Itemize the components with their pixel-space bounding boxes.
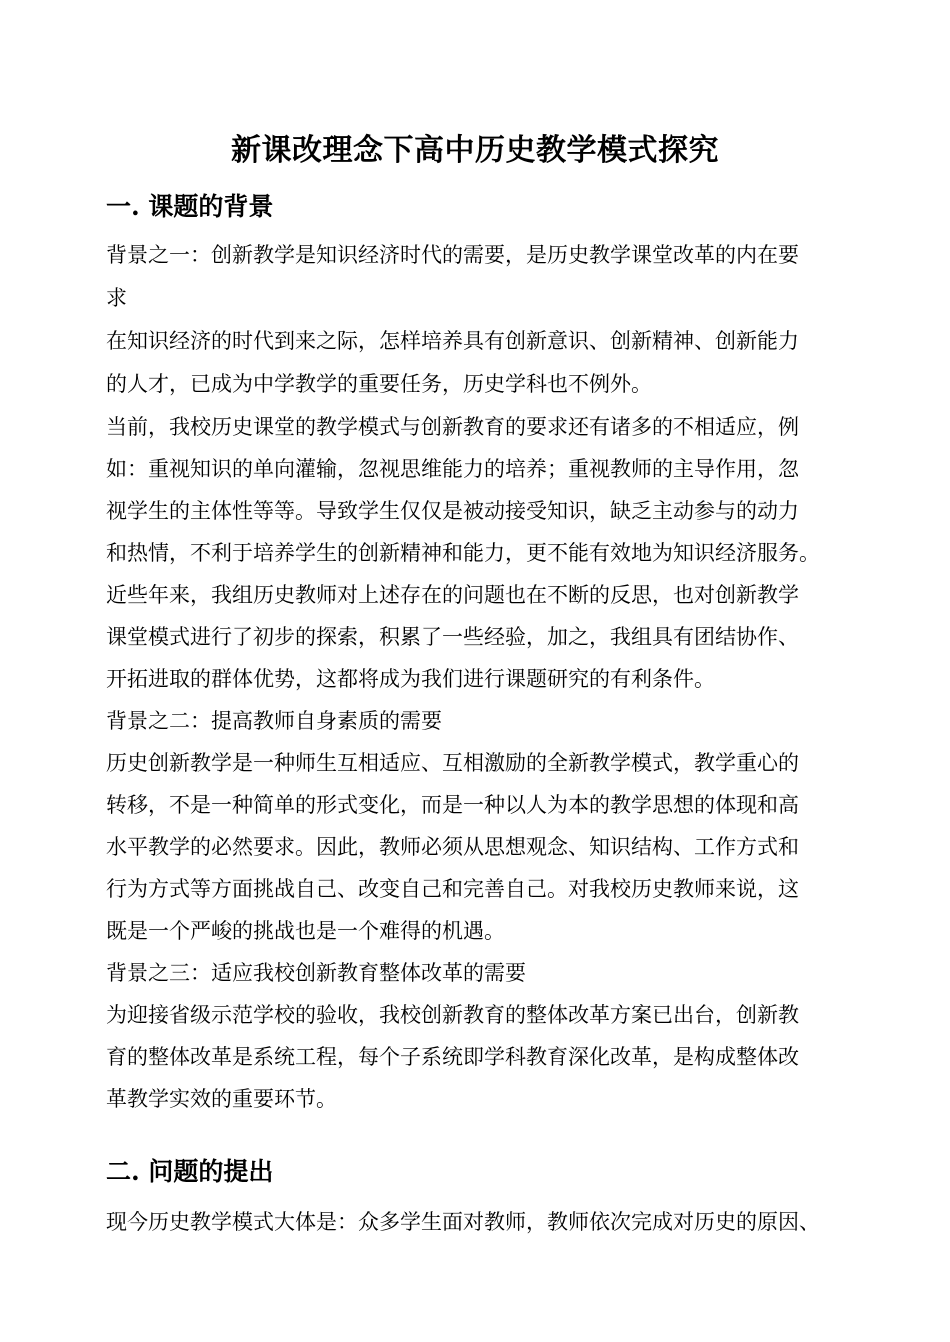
paragraph-line: 行为方式等方面挑战自己、改变自己和完善自己。对我校历史教师来说，这 xyxy=(106,877,799,901)
section-heading-problem: 二. 问题的提出 xyxy=(106,1157,274,1186)
paragraph-line: 在知识经济的时代到来之际，怎样培养具有创新意识、创新精神、创新能力 xyxy=(106,329,799,353)
document-title: 新课改理念下高中历史教学模式探究 xyxy=(231,133,719,168)
paragraph-line: 近些年来，我组历史教师对上述存在的问题也在不断的反思，也对创新教学 xyxy=(106,583,799,607)
paragraph-line: 如：重视知识的单向灌输，忽视思维能力的培养；重视教师的主导作用，忽 xyxy=(106,457,799,481)
subheading-background-three: 背景之三：适应我校创新教育整体改革的需要 xyxy=(106,961,526,985)
paragraph-line: 转移，不是一种简单的形式变化，而是一种以人为本的教学思想的体现和高 xyxy=(106,793,799,817)
paragraph-line: 课堂模式进行了初步的探索，积累了一些经验，加之，我组具有团结协作、 xyxy=(106,625,799,649)
paragraph-line: 背景之一：创新教学是知识经济时代的需要，是历史教学课堂改革的内在要 xyxy=(106,243,799,267)
paragraph-line: 和热情，不利于培养学生的创新精神和能力，更不能有效地为知识经济服务。 xyxy=(106,541,820,565)
paragraph-line: 水平教学的必然要求。因此，教师必须从思想观念、知识结构、工作方式和 xyxy=(106,835,799,859)
paragraph-line: 既是一个严峻的挑战也是一个难得的机遇。 xyxy=(106,919,505,943)
paragraph-line: 当前，我校历史课堂的教学模式与创新教育的要求还有诸多的不相适应，例 xyxy=(106,415,799,439)
paragraph-line: 为迎接省级示范学校的验收，我校创新教育的整体改革方案已出台，创新教 xyxy=(106,1003,799,1027)
paragraph-line: 求 xyxy=(106,286,127,310)
subheading-background-two: 背景之二：提高教师自身素质的需要 xyxy=(106,709,442,733)
paragraph-line: 视学生的主体性等等。导致学生仅仅是被动接受知识，缺乏主动参与的动力 xyxy=(106,499,799,523)
paragraph-line: 开拓进取的群体优势，这都将成为我们进行课题研究的有利条件。 xyxy=(106,667,715,691)
paragraph-line: 现今历史教学模式大体是：众多学生面对教师，教师依次完成对历史的原因、 xyxy=(106,1210,820,1234)
paragraph-line: 历史创新教学是一种师生互相适应、互相激励的全新教学模式，教学重心的 xyxy=(106,751,799,775)
paragraph-line: 革教学实效的重要环节。 xyxy=(106,1087,337,1111)
section-heading-background: 一. 课题的背景 xyxy=(106,192,274,221)
paragraph-line: 的人才，已成为中学教学的重要任务，历史学科也不例外。 xyxy=(106,372,652,396)
paragraph-line: 育的整体改革是系统工程，每个子系统即学科教育深化改革，是构成整体改 xyxy=(106,1045,799,1069)
